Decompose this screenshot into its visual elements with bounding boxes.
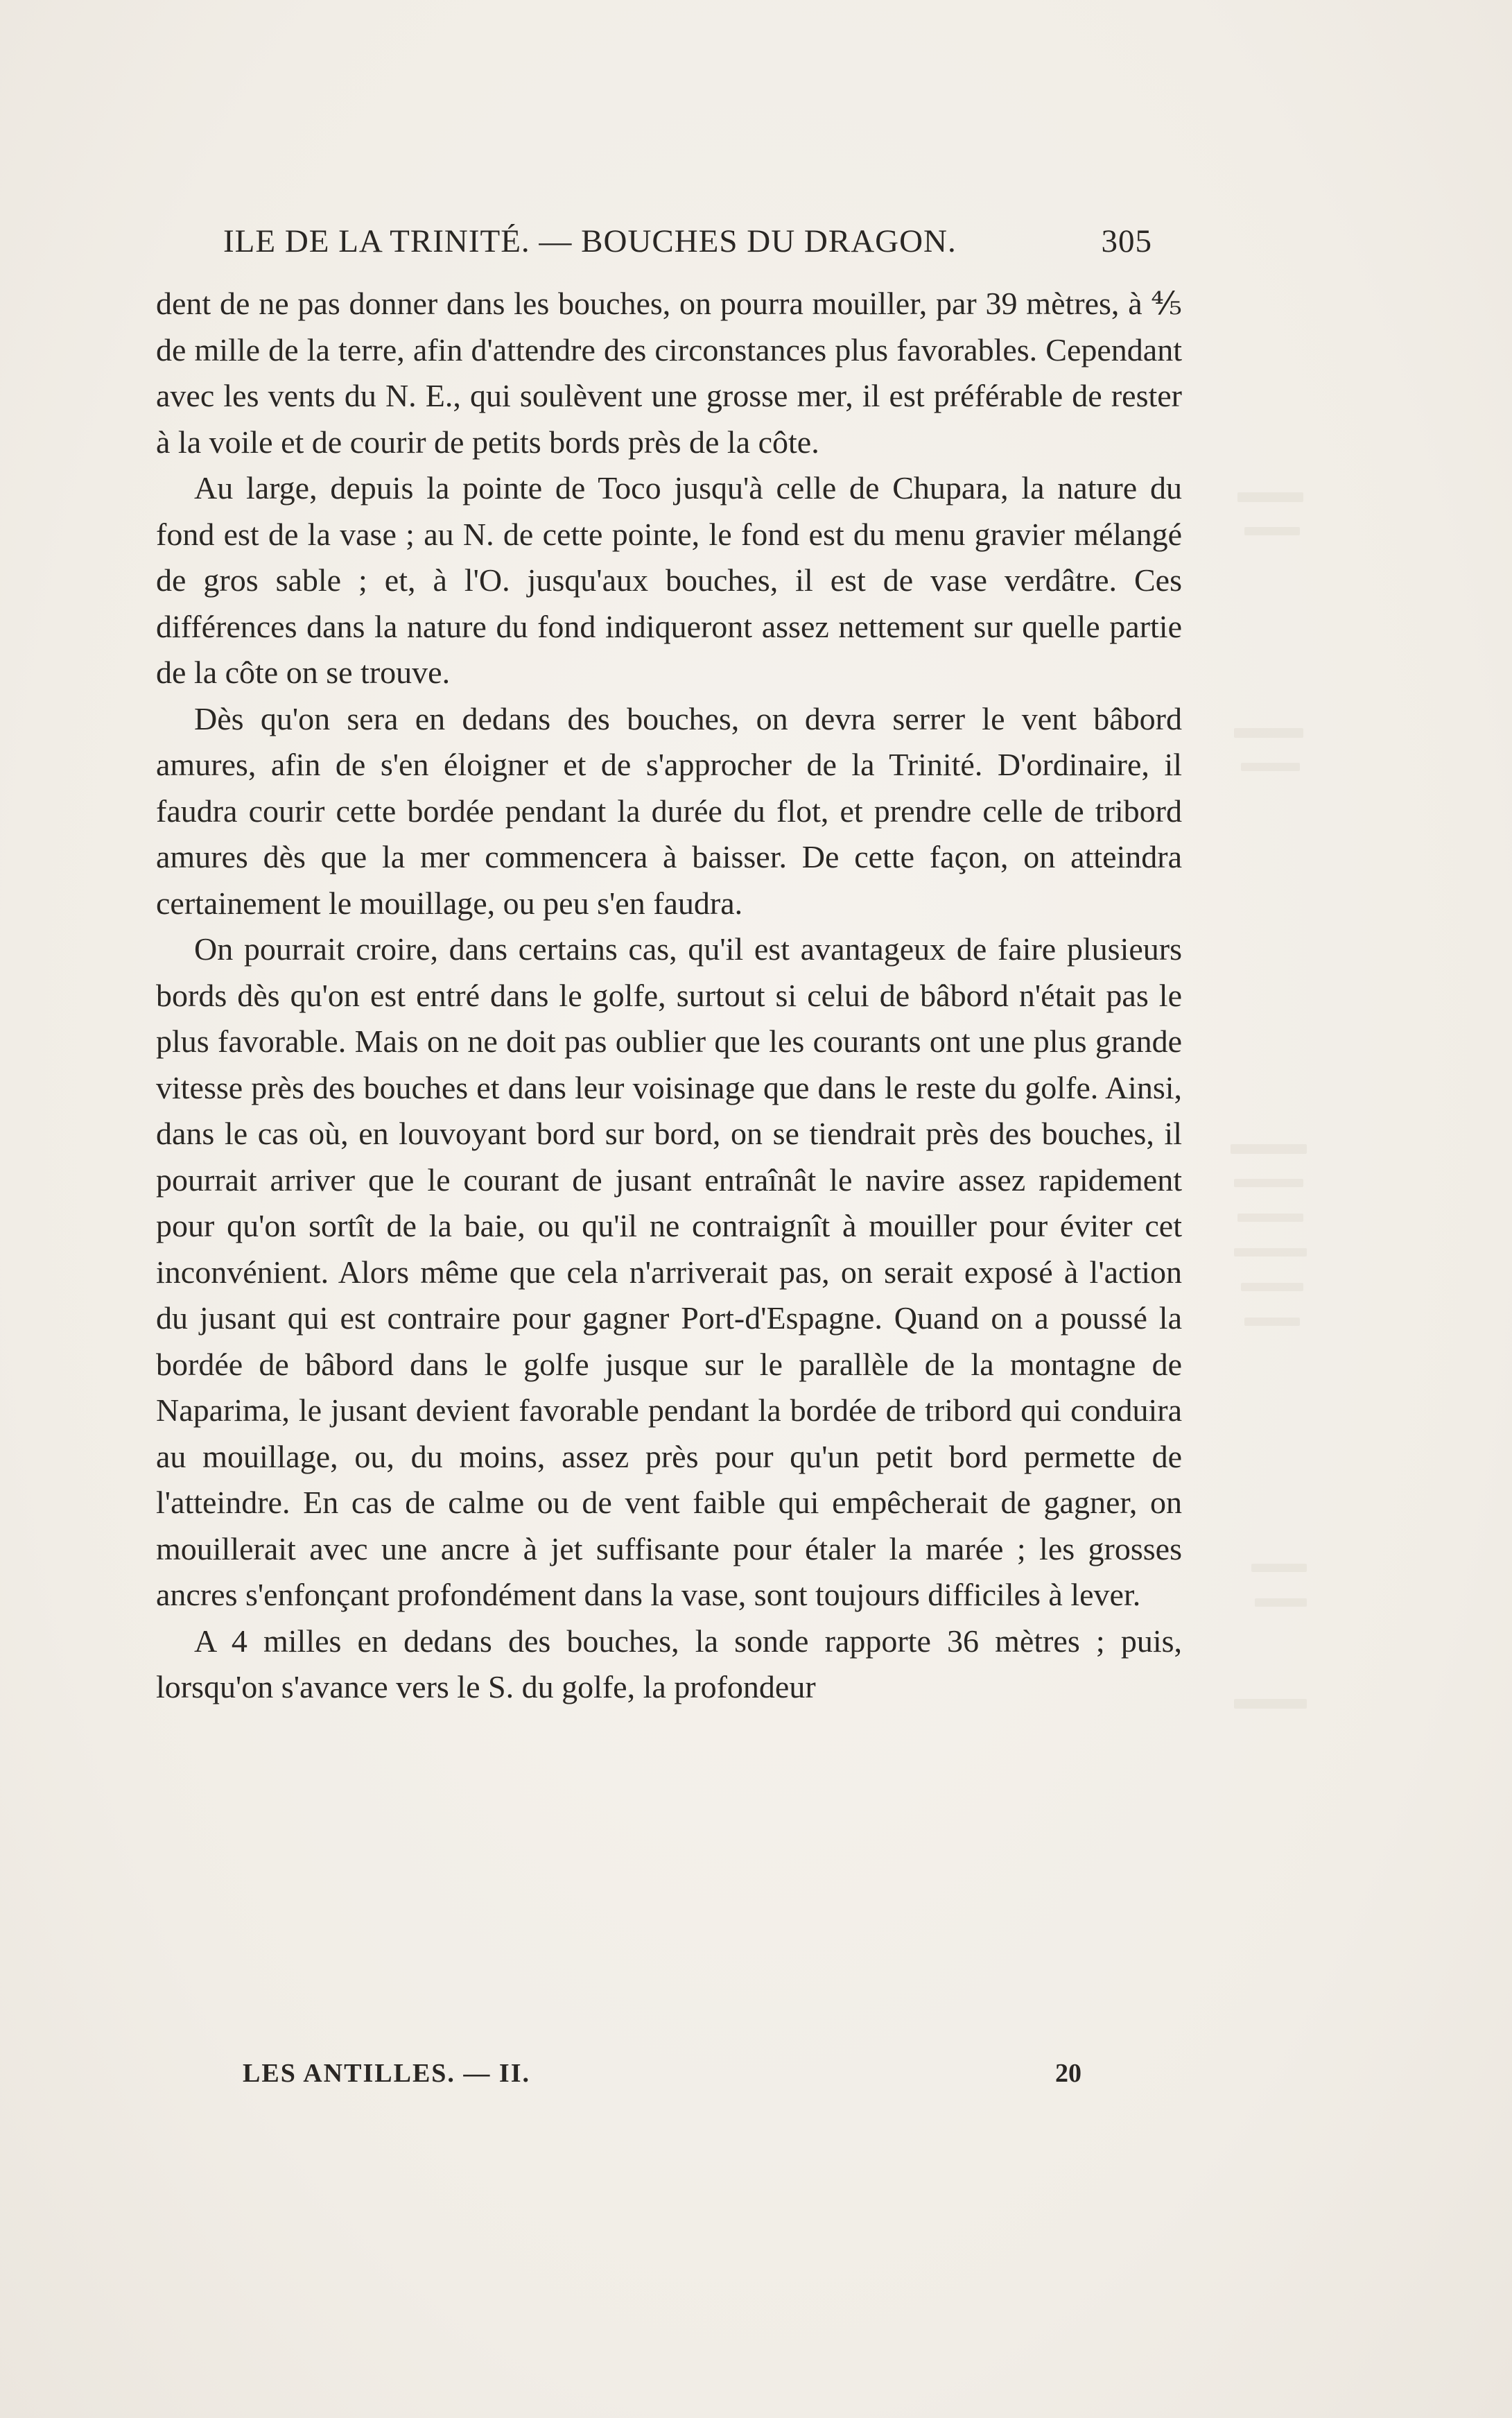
body-text — [156, 281, 1182, 1711]
paragraph: On pourrait croire, dans certains cas, qu'il est avantageux de faire plusieurs bords dès qu'on est entré dans le golfe, surtout si celui de bâbord n'était pas le plus favorable. Mais on ne doit pas oublier que les courants ont une plus grande vitesse près des bouches et dans leur voisinage que dans le reste du golfe. Ainsi, dans le cas où, en louvoyant bord sur bord, on se tiendrait près des bouches, il pourrait arriver que le courant de jusant entraînât le navire assez rapidement pour qu'on sortît de la baie, ou qu'il ne contraignît à mouiller pour éviter cet inconvénient. Alors même que cela n'arriverait pas, on serait exposé à l'action du jusant qui est contraire pour gagner Port-d'Espagne. Quand on a poussé la bordée de bâbord dans le golfe jusque sur le parallèle de la montagne de Naparima, le jusant devient favorable pendant la bordée de tribord qui conduira au mouillage, ou, du moins, assez près pour qu'un petit bord permette de l'atteindre. En cas de calme ou de vent faible qui empêcherait de gagner, on mouillerait avec une ancre à jet suffisante pour étaler la marée ; les grosses ancres s'enfonçant profondément dans la vase, sont toujours difficiles à lever. — [156, 931, 1182, 1612]
bleed-through-note — [1251, 1564, 1307, 1572]
paragraph: Dès qu'on sera en dedans des bouches, on devra serrer le vent bâbord amures, afin de s'en éloigner et de s'approcher de la Trinité. D'ordinaire, il faudra courir cette bordée pendant la durée du flot, et prendre celle de tribord amures dès que la mer commencera à baisser. De cette façon, on atteindra certainement le mouillage, ou peu s'en faudra. — [156, 700, 1182, 921]
paragraph: dent de ne pas donner dans les bouches, on pourra mouiller, par 39 mètres, à ⅘ de mille de la terre, afin d'attendre des circonstances plus favorables. Cependant avec les vents du N. E., qui soulèvent une grosse mer, il est préférable de rester à la voile et de courir de petits bords près de la côte. — [156, 286, 1182, 460]
paragraph: Au large, depuis la pointe de Toco jusqu'à celle de Chupara, la nature du fond est de la vase ; au N. de cette pointe, le fond est du menu gravier mélangé de gros sable ; et, à l'O. jusqu'aux bouches, il est de vase verdâtre. Ces différences dans la nature du fond indiqueront assez nettement sur quelle partie de la côte on se trouve. — [156, 470, 1182, 690]
printer-signature: LES ANTILLES. — II. — [243, 2059, 530, 2088]
bleed-through-note — [1255, 1598, 1307, 1607]
sheet-number: 20 — [1055, 2059, 1081, 2088]
running-title: ILE DE LA TRINITÉ. — BOUCHES DU DRAGON. — [223, 223, 957, 259]
bleed-through-note — [1234, 728, 1303, 738]
bleed-through-note — [1241, 1283, 1303, 1291]
bleed-through-note — [1237, 1214, 1303, 1222]
bleed-through-note — [1237, 492, 1303, 502]
bleed-through-note — [1244, 527, 1300, 535]
page-number: 305 — [1101, 223, 1152, 259]
bleed-through-note — [1234, 1248, 1307, 1257]
page-footer — [243, 2053, 1081, 2094]
bleed-through-note — [1231, 1144, 1307, 1154]
bleed-through-note — [1241, 763, 1300, 771]
bleed-through-note — [1234, 1179, 1303, 1187]
running-head — [223, 221, 1152, 262]
bleed-through-note — [1234, 1699, 1307, 1709]
paragraph: A 4 milles en dedans des bouches, la sonde rapporte 36 mètres ; puis, lorsqu'on s'avance vers le S. du golfe, la profondeur — [156, 1623, 1182, 1704]
bleed-through-note — [1244, 1318, 1300, 1326]
